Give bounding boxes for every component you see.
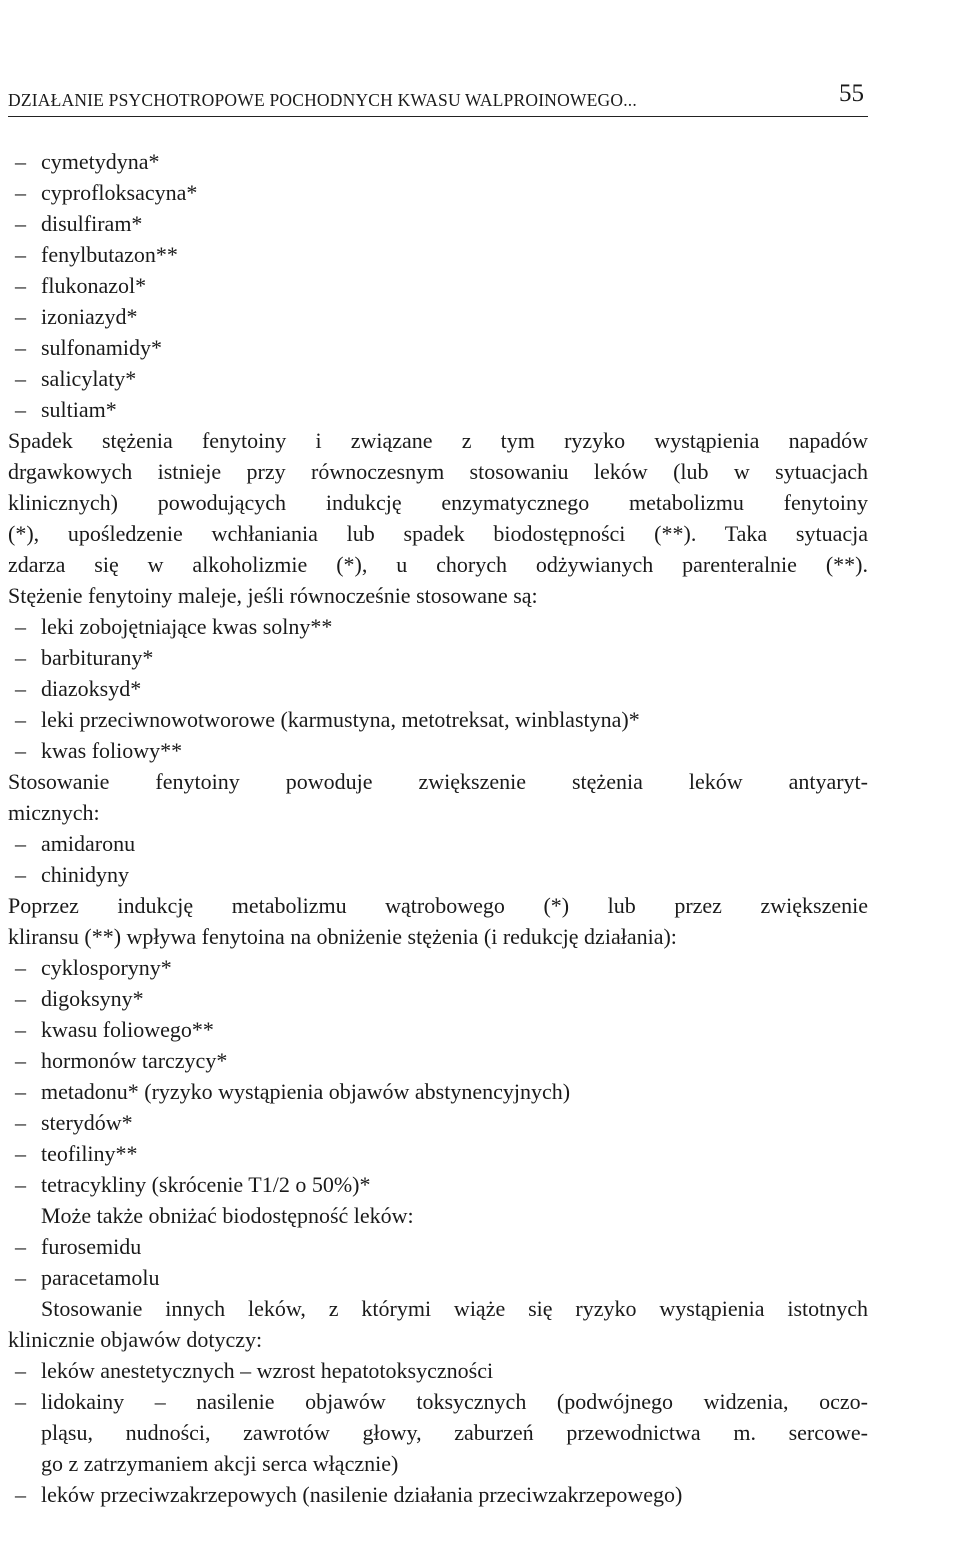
dash-bullet: –: [15, 1110, 26, 1135]
dash-bullet: –: [15, 1017, 26, 1042]
list-item: – sterydów*: [8, 1107, 868, 1138]
dash-bullet: –: [15, 738, 26, 763]
dash-bullet: –: [15, 1482, 26, 1507]
dash-bullet: –: [15, 273, 26, 298]
list-item: – sulfonamidy*: [8, 332, 868, 363]
dash-bullet: –: [15, 986, 26, 1011]
list-item: – lidokainy – nasilenie objawów toksycznych (podwójnego widzenia, oczo-: [8, 1386, 868, 1417]
paragraph-line: kliransu (**) wpływa fenytoina na obniżenie stężenia (i redukcję działania):: [8, 924, 677, 949]
list-item: – furosemidu: [8, 1231, 868, 1262]
dash-bullet: –: [15, 1079, 26, 1104]
paragraph-line: Może także obniżać biodostępność leków:: [41, 1203, 414, 1228]
dash-bullet: –: [15, 1265, 26, 1290]
paragraph-line: klinicznych) powodujących indukcję enzymatycznego metabolizmu fenytoiny: [8, 490, 868, 515]
running-header: [8, 80, 868, 117]
dash-bullet: –: [15, 1172, 26, 1197]
dash-bullet: –: [15, 1358, 26, 1383]
list-item: – leki przeciwnowotworowe (karmustyna, metotreksat, winblastyna)*: [8, 704, 868, 735]
list-item: – paracetamolu: [8, 1262, 868, 1293]
list-item: – kwas foliowy**: [8, 735, 868, 766]
dash-bullet: –: [15, 180, 26, 205]
paragraph-line: Poprzez indukcję metabolizmu wątrobowego (*) lub przez zwiększenie: [8, 893, 868, 918]
list-item: – teofiliny**: [8, 1138, 868, 1169]
paragraph-line: Stosowanie fenytoiny powoduje zwiększenie stężenia leków antyaryt-: [8, 769, 868, 794]
list-item: – izoniazyd*: [8, 301, 868, 332]
paragraph-line: Stężenie fenytoiny maleje, jeśli równocześnie stosowane są:: [8, 583, 538, 608]
list-item: – chinidyny: [8, 859, 868, 890]
page-number: 55: [839, 80, 864, 107]
list-item: – leków anestetycznych – wzrost hepatotoksyczności: [8, 1355, 868, 1386]
dash-bullet: –: [15, 1048, 26, 1073]
dash-bullet: –: [15, 707, 26, 732]
dash-bullet: –: [15, 1389, 26, 1414]
list-item: – tetracykliny (skrócenie T1/2 o 50%)*: [8, 1169, 868, 1200]
list-item: – salicylaty*: [8, 363, 868, 394]
list-item: – amidaronu: [8, 828, 868, 859]
list-item: – metadonu* (ryzyko wystąpienia objawów abstynencyjnych): [8, 1076, 868, 1107]
dash-bullet: –: [15, 1141, 26, 1166]
list-item: – leki zobojętniające kwas solny**: [8, 611, 868, 642]
paragraph-line: (*), upośledzenie wchłaniania lub spadek biodostępności (**). Taka sytuacja: [8, 521, 868, 546]
dash-bullet: –: [15, 862, 26, 887]
list-item: – cyklosporyny*: [8, 952, 868, 983]
dash-bullet: –: [15, 1234, 26, 1259]
list-item: – diazoksyd*: [8, 673, 868, 704]
dash-bullet: –: [15, 645, 26, 670]
list-item: – cyprofloksacyna*: [8, 177, 868, 208]
running-title: DZIAŁANIE PSYCHOTROPOWE POCHODNYCH KWASU WALPROINOWEGO...: [8, 90, 637, 110]
list-item: – cymetydyna*: [8, 146, 868, 177]
list-item-continuation: pląsu, nudności, zawrotów głowy, zaburzeń przewodnictwa m. sercowe-: [41, 1420, 868, 1445]
list-item-continuation: go z zatrzymaniem akcji serca włącznie): [41, 1451, 399, 1476]
list-item: – fenylbutazon**: [8, 239, 868, 270]
list-item: – digoksyny*: [8, 983, 868, 1014]
list-item: – barbiturany*: [8, 642, 868, 673]
list-item: – leków przeciwzakrzepowych (nasilenie działania przeciwzakrzepowego): [8, 1479, 868, 1510]
list-item: – disulfiram*: [8, 208, 868, 239]
dash-bullet: –: [15, 304, 26, 329]
paragraph-line: Stosowanie innych leków, z którymi wiąże się ryzyko wystąpienia istotnych: [41, 1296, 868, 1321]
body-text: [8, 146, 868, 1510]
dash-bullet: –: [15, 149, 26, 174]
dash-bullet: –: [15, 676, 26, 701]
paragraph-line: Spadek stężenia fenytoiny i związane z tym ryzyko wystąpienia napadów: [8, 428, 868, 453]
dash-bullet: –: [15, 242, 26, 267]
dash-bullet: –: [15, 366, 26, 391]
paragraph-line: micznych:: [8, 800, 100, 825]
paragraph-line: drgawkowych istnieje przy równoczesnym stosowaniu leków (lub w sytuacjach: [8, 459, 868, 484]
dash-bullet: –: [15, 397, 26, 422]
dash-bullet: –: [15, 335, 26, 360]
paragraph-line: klinicznie objawów dotyczy:: [8, 1327, 263, 1352]
dash-bullet: –: [15, 211, 26, 236]
dash-bullet: –: [15, 614, 26, 639]
paragraph-line: zdarza się w alkoholizmie (*), u chorych odżywianych parenteralnie (**).: [8, 552, 868, 577]
list-item: – sultiam*: [8, 394, 868, 425]
list-item: – kwasu foliowego**: [8, 1014, 868, 1045]
list-item: – hormonów tarczycy*: [8, 1045, 868, 1076]
dash-bullet: –: [15, 831, 26, 856]
dash-bullet: –: [15, 955, 26, 980]
list-item: – flukonazol*: [8, 270, 868, 301]
